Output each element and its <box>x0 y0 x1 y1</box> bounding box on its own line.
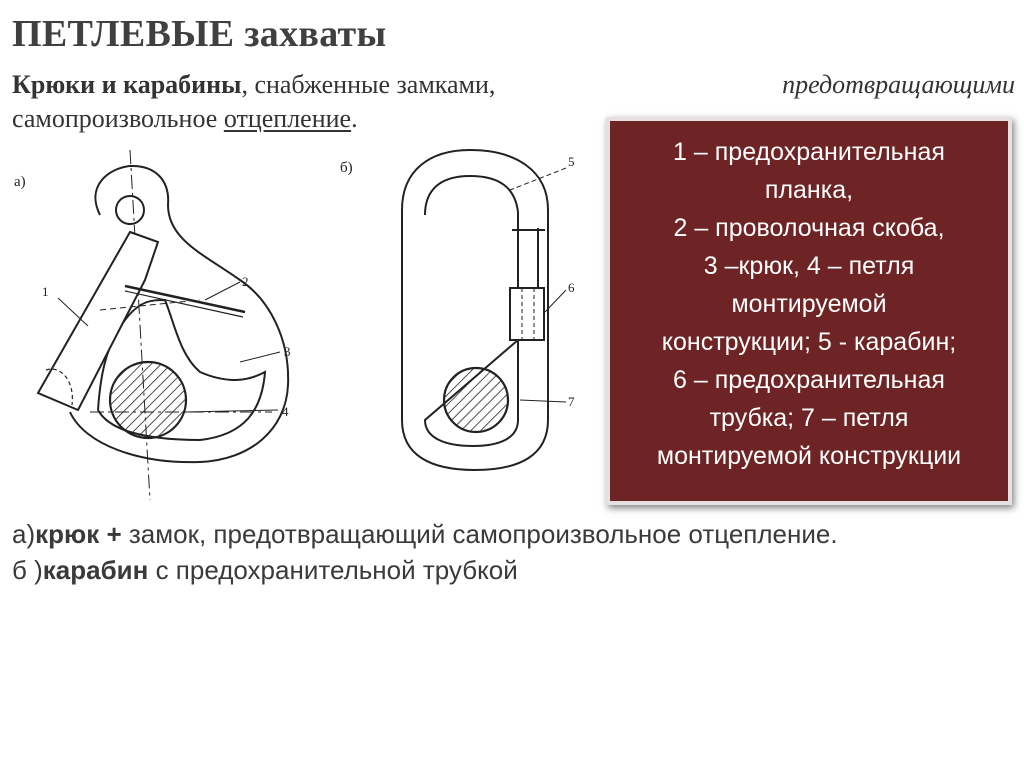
legend-line: трубка; 7 – петля <box>709 404 909 432</box>
legend-line: 2 – проволочная скоба, <box>673 214 945 242</box>
subtitle-line2-end: . <box>351 104 358 133</box>
hook-number-1: 1 <box>42 284 49 299</box>
legend-box <box>606 117 1012 505</box>
hook-eye <box>116 196 144 224</box>
leader-7 <box>520 400 566 402</box>
carabiner-number-5: 5 <box>568 154 575 169</box>
hook-number-2: 2 <box>242 274 249 289</box>
caption <box>12 516 838 588</box>
subtitle-middle: , снабженные замками, <box>241 70 496 99</box>
caption-line-2 <box>12 552 838 588</box>
caption-a-bold: крюк + <box>35 519 122 549</box>
caption-b-prefix: б ) <box>12 555 43 585</box>
carabiner-loop-section <box>444 368 508 432</box>
carabiner-diagram <box>402 150 566 470</box>
hook-loop-section <box>110 362 186 438</box>
caption-b-bold: карабин <box>42 555 149 585</box>
legend-line: 1 – предохранительная <box>673 138 945 166</box>
subtitle-line2-plain: самопроизвольное <box>12 104 224 133</box>
carabiner-safety-tube <box>510 288 544 340</box>
caption-line-1 <box>12 516 838 552</box>
subtitle-italic: предотвращающими <box>782 70 1015 99</box>
subtitle-line-1 <box>12 68 1015 102</box>
legend-line: 6 – предохранительная <box>673 366 945 394</box>
legend-line: монтируемой <box>731 290 887 318</box>
leader-3 <box>240 352 280 362</box>
caption-b-text: с предохранительной трубкой <box>148 555 518 585</box>
leader-4 <box>185 410 278 412</box>
subtitle-lead <box>12 68 495 102</box>
hook-diagram <box>38 150 288 500</box>
hook-axis-line <box>130 150 150 500</box>
carabiner-number-7: 7 <box>568 394 575 409</box>
leader-2 <box>205 282 240 300</box>
figure-b-label: б) <box>340 160 353 176</box>
hook-wire-bracket <box>125 286 245 312</box>
caption-a-prefix: а) <box>12 519 36 549</box>
hook-carabiner-diagrams <box>0 140 620 520</box>
leader-5 <box>510 168 566 190</box>
page-title: ПЕТЛЕВЫЕ захваты <box>12 13 387 55</box>
legend-line: 3 –крюк, 4 – петля <box>703 252 915 280</box>
subtitle-line2-underlined: отцепление <box>223 104 352 133</box>
hook-number-3: 3 <box>284 344 291 359</box>
hook-number-4: 4 <box>282 404 289 419</box>
subtitle-bold: Крюки и карабины <box>12 70 242 99</box>
legend-line: планка, <box>764 176 854 204</box>
legend-line: монтируемой конструкции <box>656 442 962 470</box>
figure-a-label: а) <box>14 174 26 190</box>
carabiner-number-6: 6 <box>568 280 575 295</box>
caption-a-text: замок, предотвращающий самопроизвольное отцепление. <box>121 519 838 549</box>
legend-line: конструкции; 5 - карабин; <box>661 328 957 356</box>
